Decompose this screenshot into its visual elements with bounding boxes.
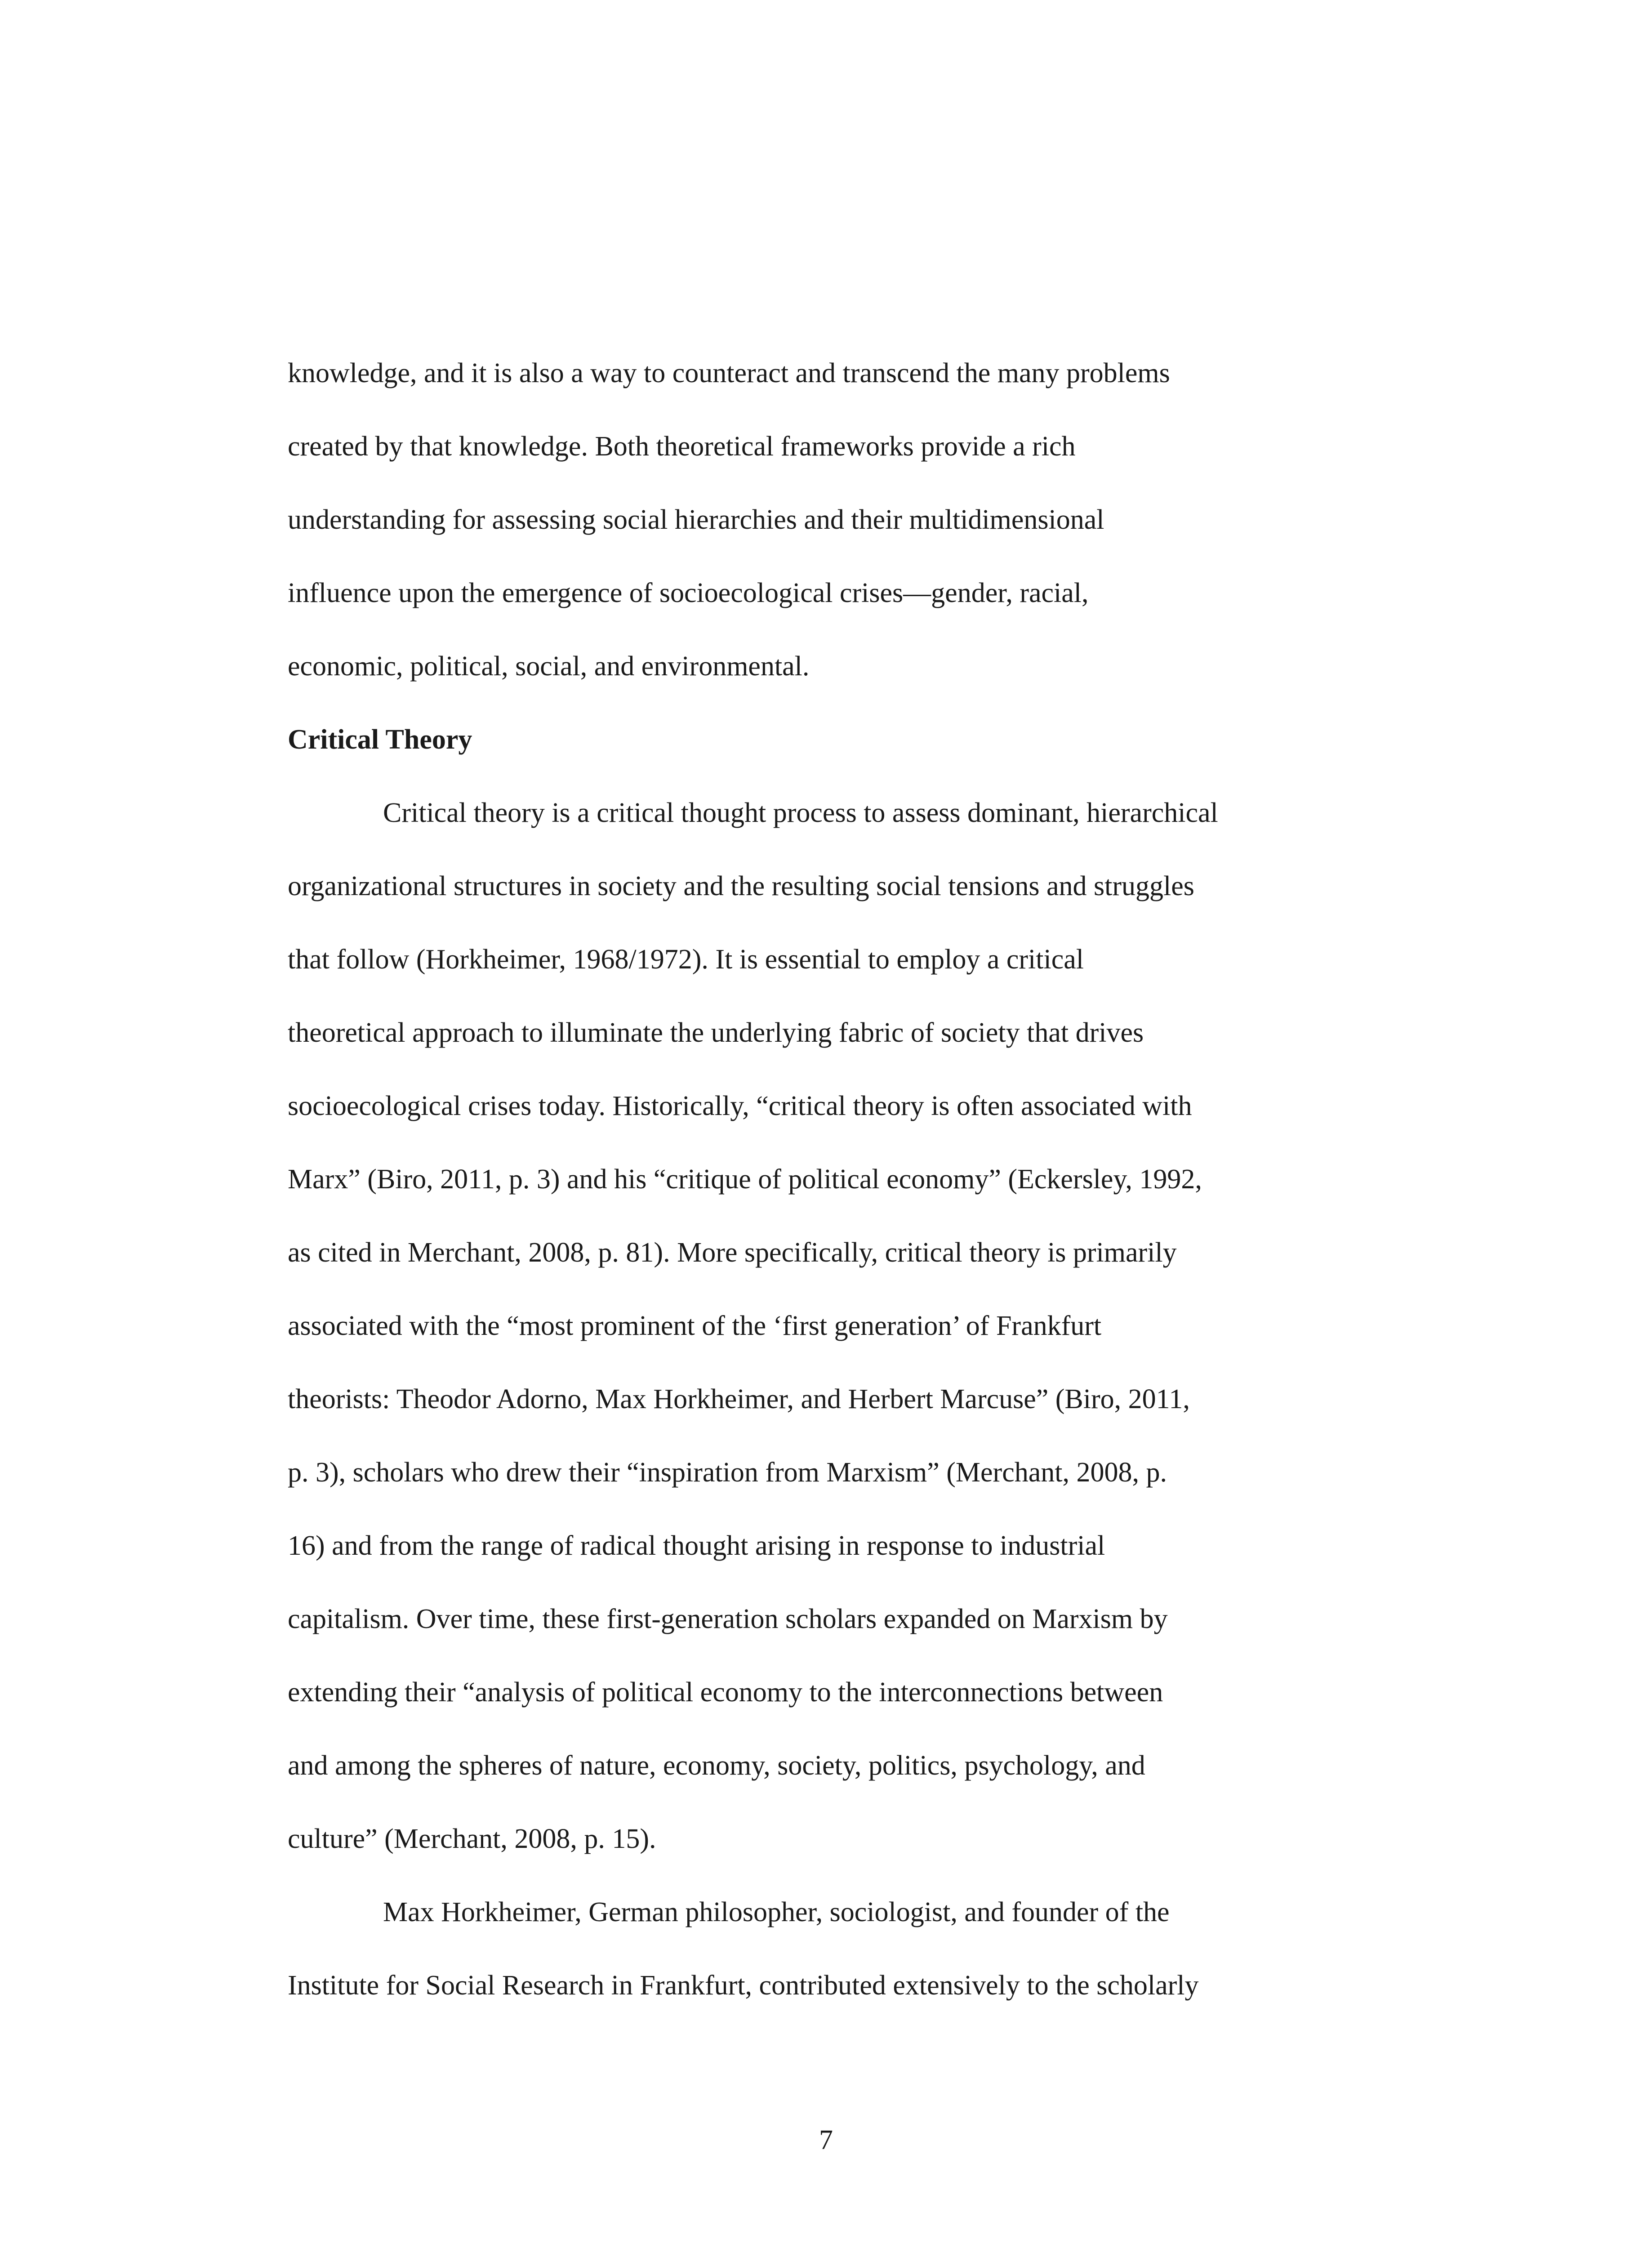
- text-line: theorists: Theodor Adorno, Max Horkheimer, and Herbert Marcuse” (Biro, 2011,: [288, 1384, 1190, 1414]
- text-line: associated with the “most prominent of the ‘first generation’ of Frankfurt: [288, 1311, 1102, 1341]
- text-line: as cited in Merchant, 2008, p. 81). More specifically, critical theory is primarily: [288, 1237, 1177, 1268]
- text-line: p. 3), scholars who drew their “inspiration from Marxism” (Merchant, 2008, p.: [288, 1457, 1167, 1488]
- page-number: 7: [819, 2125, 833, 2155]
- text-line: economic, political, social, and environmental.: [288, 651, 810, 682]
- text-line: understanding for assessing social hierarchies and their multidimensional: [288, 504, 1104, 535]
- text-line: Marx” (Biro, 2011, p. 3) and his “critique of political economy” (Eckersley, 1992,: [288, 1164, 1202, 1195]
- text-line: theoretical approach to illuminate the underlying fabric of society that drives: [288, 1017, 1144, 1048]
- text-line: created by that knowledge. Both theoretical frameworks provide a rich: [288, 431, 1076, 462]
- text-line: socioecological crises today. Historically, “critical theory is often associated with: [288, 1091, 1192, 1121]
- text-line: 16) and from the range of radical thought arising in response to industrial: [288, 1530, 1105, 1561]
- text-line: and among the spheres of nature, economy, society, politics, psychology, and: [288, 1750, 1145, 1781]
- section-heading: Critical Theory: [288, 724, 472, 755]
- text-line: capitalism. Over time, these first-generation scholars expanded on Marxism by: [288, 1604, 1168, 1634]
- text-line: Institute for Social Research in Frankfurt, contributed extensively to the scholarly: [288, 1970, 1199, 2001]
- text-line: knowledge, and it is also a way to counteract and transcend the many problems: [288, 358, 1170, 388]
- text-line: Max Horkheimer, German philosopher, sociologist, and founder of the: [383, 1897, 1170, 1927]
- text-line: extending their “analysis of political economy to the interconnections between: [288, 1677, 1163, 1708]
- text-line: that follow (Horkheimer, 1968/1972). It is essential to employ a critical: [288, 944, 1084, 975]
- text-line: influence upon the emergence of socioecological crises—gender, racial,: [288, 578, 1089, 608]
- text-line: culture” (Merchant, 2008, p. 15).: [288, 1824, 656, 1854]
- text-line: Critical theory is a critical thought process to assess dominant, hierarchical: [383, 798, 1218, 828]
- text-line: organizational structures in society and the resulting social tensions and struggles: [288, 871, 1194, 901]
